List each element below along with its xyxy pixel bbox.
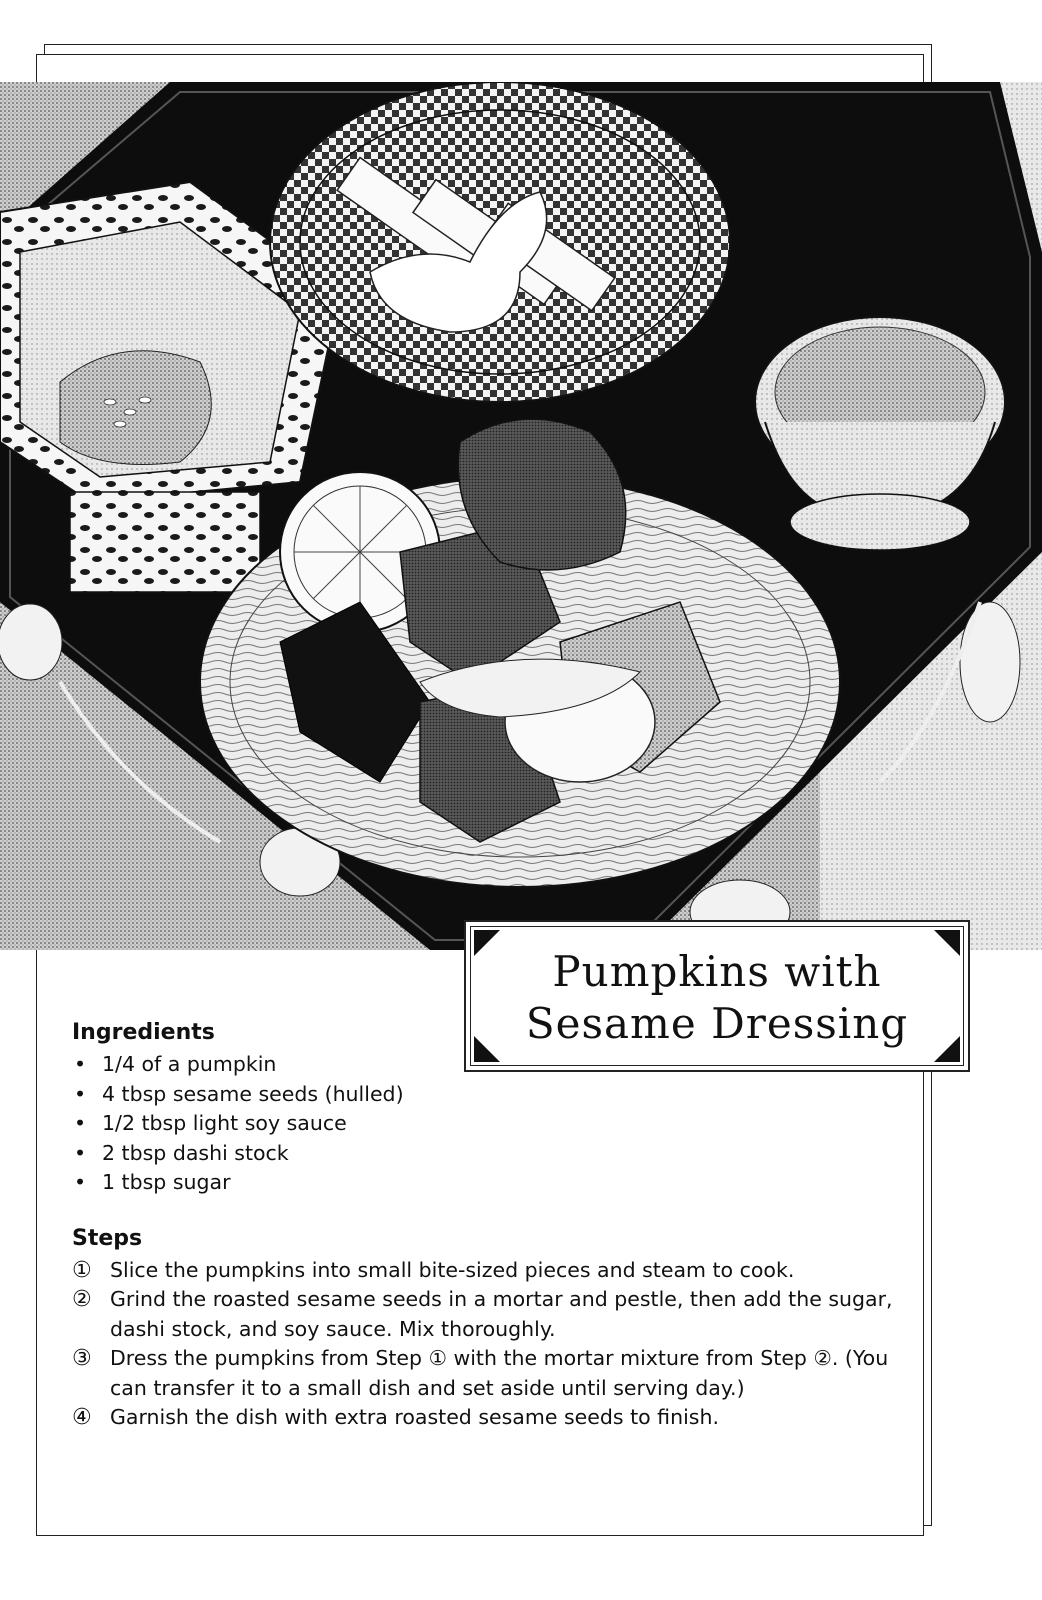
ingredient-item <box>72 1080 902 1110</box>
ingredients-list <box>72 1050 902 1198</box>
steps-heading: Steps <box>72 1225 143 1251</box>
ingredient-text: 2 tbsp dashi stock <box>102 1140 289 1165</box>
step-text: Slice the pumpkins into small bite-sized pieces and steam to cook. <box>110 1257 795 1282</box>
recipe-title-line-1: Pumpkins with <box>552 947 882 996</box>
step-text: Garnish the dish with extra roasted sesame seeds to finish. <box>110 1405 719 1429</box>
ingredient-text: 4 tbsp sesame seeds (hulled) <box>102 1081 404 1106</box>
step-number: ② <box>72 1287 92 1312</box>
step-number: ③ <box>72 1346 92 1371</box>
steps-list <box>72 1256 902 1433</box>
recipe-body <box>72 1018 902 1433</box>
step-item <box>72 1285 902 1344</box>
step-text: Grind the roasted sesame seeds in a mortar and pestle, then add the sugar, dashi stock, and soy sauce. Mix thoroughly. <box>110 1287 893 1341</box>
step-text: Dress the pumpkins from Step ① with the mortar mixture from Step ②. (You can transfer it to a small dish and set aside until serving day.) <box>110 1346 889 1400</box>
bullet-icon: • <box>74 1052 87 1076</box>
step-item <box>72 1256 902 1286</box>
corner-ornament-top-left <box>474 930 500 956</box>
step-number: ④ <box>72 1405 92 1430</box>
bento-tray-illustration <box>0 82 1042 950</box>
corner-ornament-top-right <box>934 930 960 956</box>
recipe-title-line-2: Sesame Dressing <box>525 999 909 1048</box>
illustration-drawing <box>0 82 1042 950</box>
step-item <box>72 1344 902 1403</box>
ingredient-text: 1/4 of a pumpkin <box>102 1052 277 1076</box>
corner-ornament-bottom-right <box>934 1036 960 1062</box>
ingredient-item <box>72 1109 902 1139</box>
bullet-icon: • <box>74 1081 87 1106</box>
bullet-icon: • <box>74 1111 87 1135</box>
bullet-icon: • <box>74 1170 87 1194</box>
step-item <box>72 1403 902 1433</box>
ingredient-item <box>72 1139 902 1169</box>
ingredient-text: 1/2 tbsp light soy sauce <box>102 1111 347 1135</box>
bullet-icon: • <box>74 1140 87 1165</box>
ingredients-heading: Ingredients <box>72 1020 215 1045</box>
ingredient-item <box>72 1050 902 1080</box>
ingredient-item <box>72 1168 902 1198</box>
step-number: ① <box>72 1257 92 1283</box>
ingredient-text: 1 tbsp sugar <box>102 1170 231 1194</box>
